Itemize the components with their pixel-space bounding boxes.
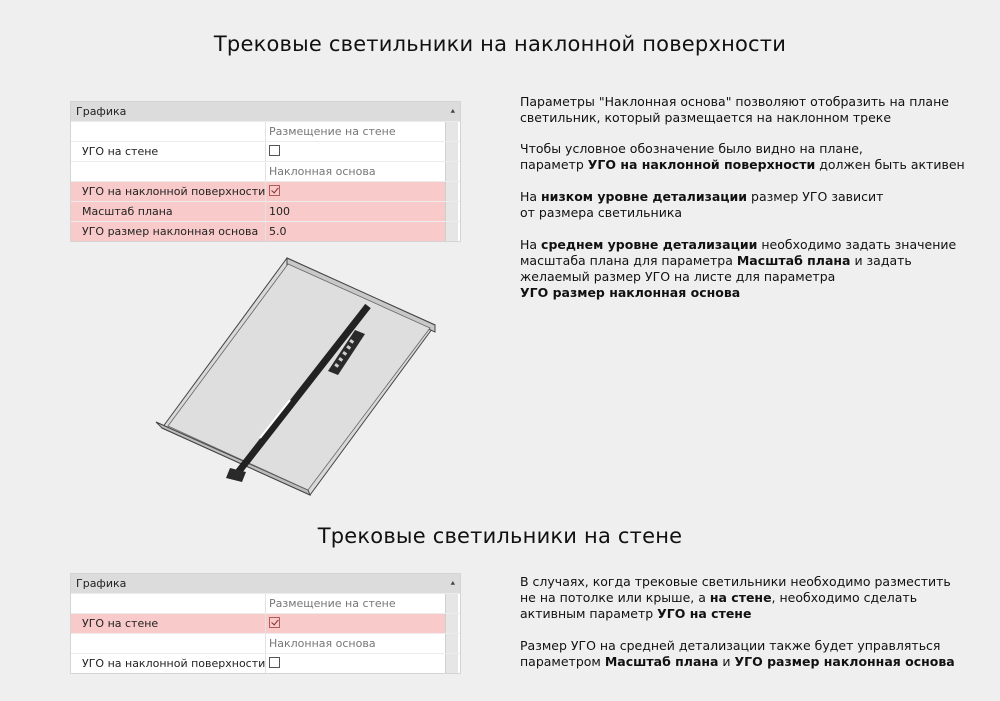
section1-title: Трековые светильники на наклонной поверхности — [213, 32, 787, 56]
scale-value-input[interactable]: 100 — [266, 202, 445, 221]
group-row-wall — [71, 593, 460, 613]
scrollbar-track[interactable] — [445, 222, 458, 241]
text-fragment: и — [718, 654, 735, 669]
properties-panel-sloped — [70, 101, 461, 242]
group-label: Наклонная основа — [269, 637, 376, 650]
text-bold: среднем уровне детализации — [541, 237, 758, 252]
text-fragment: от размера светильника — [520, 205, 683, 220]
text-block-3 — [520, 189, 970, 221]
text-block-1: Параметры "Наклонная основа" позволяют отобразить на плане светильник, который размещается на наклонном треке — [520, 94, 949, 125]
group-label: Размещение на стене — [269, 125, 396, 138]
text-bold: Масштаб плана — [604, 654, 719, 669]
text-fragment: Размер УГО на средней детализации также будет управляться параметром — [520, 638, 941, 669]
checkbox-ugo-wall[interactable] — [269, 617, 280, 628]
track-light-illustration — [150, 250, 440, 500]
text-fragment: параметр — [520, 157, 588, 172]
param-label: УГО на наклонной поверхности — [71, 654, 266, 673]
collapse-icon[interactable]: ⯅ — [449, 579, 456, 588]
param-label: УГО на наклонной поверхности — [71, 182, 266, 201]
param-row-ugo-sloped — [71, 653, 460, 673]
size-value-input[interactable]: 5.0 — [266, 222, 445, 241]
param-row-ugo-wall — [71, 613, 460, 633]
text-bold: УГО размер наклонная основа — [520, 285, 741, 300]
scrollbar-track[interactable] — [445, 614, 458, 633]
panel-header-label: Графика — [76, 577, 127, 590]
scrollbar-track[interactable] — [445, 594, 458, 613]
scrollbar-track[interactable] — [445, 122, 458, 141]
slab-face — [168, 264, 430, 490]
group-label: Наклонная основа — [269, 165, 376, 178]
param-label: УГО размер наклонная основа — [71, 222, 266, 241]
text-bold: УГО на наклонной поверхности — [587, 157, 816, 172]
text-bold: Масштаб плана — [736, 253, 851, 268]
text-fragment: и задать желаемый размер УГО на листе для параметра — [520, 253, 912, 284]
scrollbar-track[interactable] — [445, 654, 458, 673]
text-block-2 — [520, 141, 970, 173]
param-row-ugo-wall — [71, 141, 460, 161]
checkbox-ugo-wall[interactable] — [269, 145, 280, 156]
scrollbar-track[interactable] — [445, 634, 458, 653]
checkbox-ugo-sloped[interactable] — [269, 657, 280, 668]
param-row-ugo-sloped — [71, 181, 460, 201]
scrollbar-track[interactable] — [445, 182, 458, 201]
text-block-5 — [520, 574, 970, 622]
text-fragment: , необходимо сделать активным параметр — [520, 590, 918, 621]
text-fragment: На — [520, 189, 542, 204]
text-bold: УГО размер наклонная основа — [734, 654, 955, 669]
text-bold: УГО на стене — [657, 606, 752, 621]
text-fragment: необходимо задать значение масштаба плана для параметра — [520, 237, 957, 268]
group-row-sloped — [71, 161, 460, 181]
text-bold: низком уровне детализации — [541, 189, 748, 204]
param-row-size — [71, 221, 460, 241]
section2-title: Трековые светильники на стене — [317, 524, 683, 548]
text-fragment: На — [520, 237, 542, 252]
param-label: УГО на стене — [71, 142, 266, 161]
text-bold: на стене — [709, 590, 772, 605]
text-fragment: размер УГО зависит — [747, 189, 884, 204]
param-label: Масштаб плана — [71, 202, 266, 221]
text-fragment: В случаях, когда трековые светильники необходимо разместить не на потолке или крыше, а — [520, 574, 951, 605]
text-fragment: должен быть активен — [815, 157, 965, 172]
group-label: Размещение на стене — [269, 597, 396, 610]
panel-header-label: Графика — [76, 105, 127, 118]
param-label: УГО на стене — [71, 614, 266, 633]
scrollbar-track[interactable] — [445, 202, 458, 221]
group-row-wall — [71, 121, 460, 141]
collapse-icon[interactable]: ⯅ — [449, 107, 456, 116]
group-row-sloped — [71, 633, 460, 653]
checkbox-ugo-sloped[interactable] — [269, 185, 280, 196]
param-row-scale — [71, 201, 460, 221]
text-block-4 — [520, 237, 970, 301]
text-block-6 — [520, 638, 970, 670]
text-fragment: Чтобы условное обозначение было видно на плане, — [520, 141, 863, 156]
properties-panel-wall — [70, 573, 461, 674]
scrollbar-track[interactable] — [445, 162, 458, 181]
panel-header[interactable] — [71, 102, 460, 121]
panel-header[interactable] — [71, 574, 460, 593]
scrollbar-track[interactable] — [445, 142, 458, 161]
